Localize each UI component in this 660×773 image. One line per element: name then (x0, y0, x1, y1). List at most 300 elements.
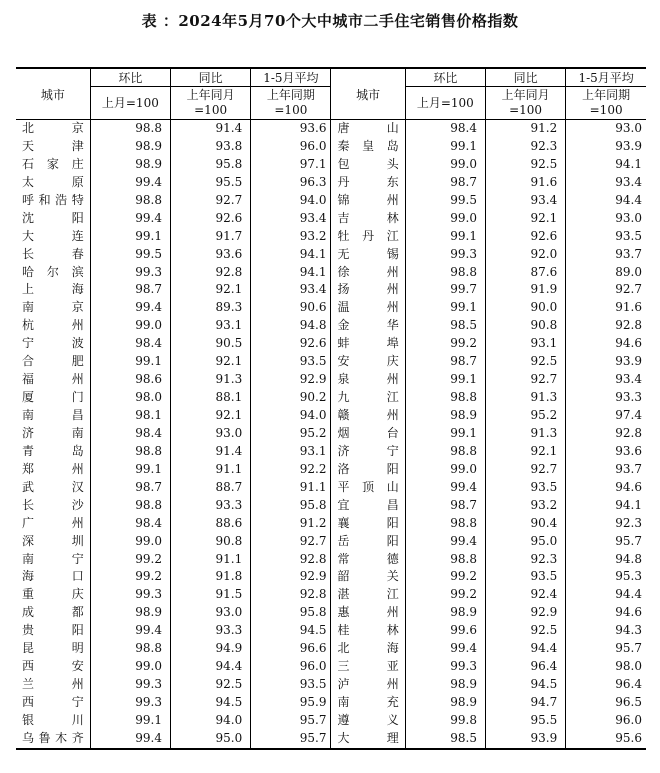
city-name-left: 昆明 (22, 641, 84, 656)
table-row (16, 192, 646, 210)
yoy-value-left: 93.0 (170, 604, 250, 622)
city-name-right: 韶关 (331, 568, 405, 586)
yoy-value-left: 88.6 (170, 515, 250, 533)
avg-value-left: 96.0 (251, 658, 331, 676)
city-name-right: 丹东 (331, 174, 405, 192)
yoy-value-right: 92.5 (485, 156, 565, 174)
avg-value-left: 95.8 (251, 497, 331, 515)
mom-value-left: 99.4 (90, 622, 170, 640)
avg-sub-line1: 上年同期 (266, 88, 315, 102)
city-name-left: 长春 (22, 246, 84, 261)
yoy-value-right: 92.7 (485, 461, 565, 479)
city-name-right: 南充 (331, 694, 405, 712)
yoy-value-right: 92.5 (485, 622, 565, 640)
yoy-value-left: 91.4 (170, 120, 250, 138)
table-row (16, 299, 646, 317)
yoy-value-left: 90.5 (170, 335, 250, 353)
city-name-left: 郑州 (22, 461, 84, 476)
yoy-value-left: 92.7 (170, 192, 250, 210)
city-name-right: 吉林 (331, 210, 405, 228)
yoy-value-right: 96.4 (485, 658, 565, 676)
table-row (16, 568, 646, 586)
yoy-value-right: 94.5 (485, 676, 565, 694)
avg-value-left: 95.9 (251, 694, 331, 712)
mom-value-left: 99.4 (90, 730, 170, 749)
city-name-left: 长沙 (22, 497, 84, 512)
table-row (16, 264, 646, 282)
avg-value-left: 93.4 (251, 210, 331, 228)
yoy-sub-right (485, 87, 565, 120)
mom-value-left: 98.8 (90, 443, 170, 461)
mom-value-left: 99.0 (90, 658, 170, 676)
yoy-value-left: 91.3 (170, 371, 250, 389)
mom-value-left: 99.1 (90, 353, 170, 371)
yoy-header-right: 同比 (485, 68, 565, 87)
yoy-value-right: 93.5 (485, 568, 565, 586)
page-title: 表 ：2024年5月70个大中城市二手住宅销售价格指数 (141, 12, 519, 30)
yoy-value-right: 93.9 (485, 730, 565, 749)
mom-value-right: 98.9 (405, 604, 485, 622)
city-name-left: 银川 (22, 712, 84, 727)
avg-sub-line1: 上年同期 (582, 88, 631, 102)
city-name-right: 烟台 (331, 425, 405, 443)
avg-value-right: 94.4 (566, 192, 646, 210)
avg-value-left: 94.1 (251, 246, 331, 264)
avg-value-right: 93.0 (566, 120, 646, 138)
city-name-left: 福州 (22, 372, 84, 387)
avg-value-left: 97.1 (251, 156, 331, 174)
mom-value-left: 99.4 (90, 210, 170, 228)
avg-value-right: 95.6 (566, 730, 646, 749)
yoy-value-left: 94.0 (170, 712, 250, 730)
mom-value-right: 98.9 (405, 407, 485, 425)
yoy-value-left: 91.1 (170, 461, 250, 479)
yoy-value-left: 92.1 (170, 281, 250, 299)
avg-value-left: 92.9 (251, 371, 331, 389)
yoy-value-right: 91.6 (485, 174, 565, 192)
yoy-value-left: 92.8 (170, 264, 250, 282)
city-header-left: 城市 (16, 68, 90, 120)
mom-value-right: 99.6 (405, 622, 485, 640)
avg-value-right: 92.7 (566, 281, 646, 299)
avg-value-left: 92.8 (251, 586, 331, 604)
yoy-value-right: 95.5 (485, 712, 565, 730)
mom-value-right: 98.5 (405, 317, 485, 335)
city-name-left: 乌鲁木齐 (16, 730, 90, 749)
avg-value-right: 96.5 (566, 694, 646, 712)
city-name-left: 太原 (22, 174, 84, 189)
mom-value-right: 98.9 (405, 676, 485, 694)
city-name-left: 济南 (22, 425, 84, 440)
city-name-right: 岳阳 (331, 533, 405, 551)
avg-value-right: 94.6 (566, 604, 646, 622)
table-row (16, 604, 646, 622)
city-name-right: 牡丹江 (331, 228, 405, 246)
mom-value-right: 98.8 (405, 443, 485, 461)
yoy-value-right: 92.9 (485, 604, 565, 622)
mom-value-left: 98.7 (90, 479, 170, 497)
table-row (16, 586, 646, 604)
yoy-value-left: 92.1 (170, 407, 250, 425)
mom-value-right: 98.9 (405, 694, 485, 712)
yoy-value-left: 92.6 (170, 210, 250, 228)
avg-value-left: 93.1 (251, 443, 331, 461)
avg-value-left: 93.5 (251, 676, 331, 694)
avg-value-left: 95.7 (251, 712, 331, 730)
mom-value-left: 98.4 (90, 425, 170, 443)
table-row (16, 246, 646, 264)
avg-value-right: 89.0 (566, 264, 646, 282)
avg-value-left: 94.1 (251, 264, 331, 282)
mom-value-right: 99.1 (405, 138, 485, 156)
mom-value-right: 99.5 (405, 192, 485, 210)
avg-value-left: 95.2 (251, 425, 331, 443)
mom-value-right: 98.5 (405, 730, 485, 749)
table-row (16, 407, 646, 425)
yoy-value-right: 92.5 (485, 353, 565, 371)
mom-value-left: 98.8 (90, 192, 170, 210)
avg-value-left: 92.6 (251, 335, 331, 353)
city-name-left: 杭州 (22, 318, 84, 333)
avg-value-right: 92.3 (566, 515, 646, 533)
table-row (16, 443, 646, 461)
yoy-value-left: 91.4 (170, 443, 250, 461)
avg-value-left: 95.7 (251, 730, 331, 749)
mom-sub-left: 上月=100 (90, 87, 170, 120)
yoy-value-left: 94.5 (170, 694, 250, 712)
avg-value-right: 94.8 (566, 551, 646, 569)
table-row (16, 515, 646, 533)
city-name-right: 锦州 (331, 192, 405, 210)
table-row (16, 317, 646, 335)
mom-value-left: 99.3 (90, 586, 170, 604)
avg-value-left: 95.8 (251, 604, 331, 622)
yoy-value-right: 95.2 (485, 407, 565, 425)
yoy-value-left: 92.5 (170, 676, 250, 694)
mom-value-left: 99.4 (90, 174, 170, 192)
yoy-value-left: 91.1 (170, 551, 250, 569)
avg-value-right: 93.5 (566, 228, 646, 246)
yoy-value-left: 89.3 (170, 299, 250, 317)
mom-value-left: 98.1 (90, 407, 170, 425)
mom-value-left: 99.2 (90, 568, 170, 586)
mom-value-left: 99.1 (90, 228, 170, 246)
yoy-value-left: 90.8 (170, 533, 250, 551)
avg-value-right: 95.7 (566, 640, 646, 658)
table-row (16, 461, 646, 479)
yoy-value-left: 93.1 (170, 317, 250, 335)
city-name-left: 重庆 (22, 587, 84, 602)
table-row (16, 479, 646, 497)
yoy-sub-line2: =100 (509, 103, 543, 117)
avg-value-right: 94.6 (566, 479, 646, 497)
mom-value-right: 99.3 (405, 246, 485, 264)
city-name-right: 安庆 (331, 353, 405, 371)
mom-value-right: 99.3 (405, 658, 485, 676)
yoy-value-left: 93.0 (170, 425, 250, 443)
city-name-right: 赣州 (331, 407, 405, 425)
avg-sub-line2: =100 (274, 103, 308, 117)
avg-value-left: 94.0 (251, 192, 331, 210)
avg-value-left: 90.2 (251, 389, 331, 407)
avg-value-left: 92.9 (251, 568, 331, 586)
price-index-table (16, 67, 646, 750)
avg-value-right: 93.3 (566, 389, 646, 407)
mom-value-right: 99.4 (405, 640, 485, 658)
yoy-header-left: 同比 (170, 68, 250, 87)
table-row (16, 228, 646, 246)
city-name-left: 呼和浩特 (22, 192, 84, 207)
table-row (16, 389, 646, 407)
yoy-value-right: 91.3 (485, 389, 565, 407)
city-name-left: 武汉 (22, 479, 84, 494)
table-row (16, 371, 646, 389)
avg-value-right: 97.4 (566, 407, 646, 425)
city-name-right: 蚌埠 (331, 335, 405, 353)
yoy-value-right: 91.9 (485, 281, 565, 299)
yoy-value-right: 92.1 (485, 210, 565, 228)
yoy-value-right: 92.6 (485, 228, 565, 246)
table-row (16, 281, 646, 299)
city-name-right: 泉州 (331, 371, 405, 389)
city-name-left: 北京 (22, 121, 84, 135)
mom-value-right: 99.1 (405, 371, 485, 389)
city-name-left: 宁波 (22, 336, 84, 351)
city-name-left: 贵阳 (22, 623, 84, 638)
avg-value-right: 93.7 (566, 246, 646, 264)
table-row (16, 497, 646, 515)
avg-value-right: 92.8 (566, 425, 646, 443)
mom-value-right: 98.4 (405, 120, 485, 138)
city-name-left: 沈阳 (22, 210, 84, 225)
yoy-value-right: 94.4 (485, 640, 565, 658)
table-row (16, 622, 646, 640)
city-name-right: 九江 (331, 389, 405, 407)
city-name-right: 泸州 (331, 676, 405, 694)
avg-header-right: 1-5月平均 (566, 68, 646, 87)
avg-value-left: 92.2 (251, 461, 331, 479)
mom-value-right: 99.1 (405, 299, 485, 317)
mom-value-right: 99.0 (405, 210, 485, 228)
city-name-right: 温州 (331, 299, 405, 317)
table-row (16, 156, 646, 174)
avg-value-right: 92.8 (566, 317, 646, 335)
avg-value-left: 93.5 (251, 353, 331, 371)
city-name-right: 唐山 (331, 120, 405, 138)
mom-value-left: 98.0 (90, 389, 170, 407)
table-row (16, 640, 646, 658)
city-name-right: 襄阳 (331, 515, 405, 533)
city-name-left: 上海 (22, 282, 84, 297)
mom-value-left: 98.4 (90, 335, 170, 353)
table-row (16, 210, 646, 228)
table-body (16, 120, 646, 749)
mom-value-left: 99.3 (90, 694, 170, 712)
mom-value-left: 99.3 (90, 676, 170, 694)
city-name-left: 南宁 (22, 551, 84, 566)
yoy-value-right: 92.3 (485, 551, 565, 569)
avg-sub-line2: =100 (589, 103, 623, 117)
yoy-value-left: 95.5 (170, 174, 250, 192)
table-row (16, 335, 646, 353)
table-row (16, 120, 646, 138)
yoy-value-right: 90.8 (485, 317, 565, 335)
city-name-right: 桂林 (331, 622, 405, 640)
avg-value-left: 93.6 (251, 120, 331, 138)
avg-value-right: 91.6 (566, 299, 646, 317)
avg-value-left: 93.4 (251, 281, 331, 299)
mom-value-left: 98.8 (90, 120, 170, 138)
mom-header-left: 环比 (90, 68, 170, 87)
mom-value-right: 98.7 (405, 174, 485, 192)
mom-value-left: 98.9 (90, 138, 170, 156)
yoy-value-right: 91.3 (485, 425, 565, 443)
yoy-value-right: 92.0 (485, 246, 565, 264)
yoy-value-left: 93.6 (170, 246, 250, 264)
yoy-value-left: 95.8 (170, 156, 250, 174)
city-name-right: 北海 (331, 640, 405, 658)
city-name-left: 深圳 (22, 533, 84, 548)
yoy-value-left: 91.7 (170, 228, 250, 246)
city-name-right: 扬州 (331, 281, 405, 299)
city-name-right: 惠州 (331, 604, 405, 622)
mom-value-right: 99.0 (405, 461, 485, 479)
mom-value-left: 98.6 (90, 371, 170, 389)
city-name-left: 海口 (22, 569, 84, 584)
avg-value-right: 93.9 (566, 353, 646, 371)
avg-value-right: 93.6 (566, 443, 646, 461)
yoy-value-right: 92.3 (485, 138, 565, 156)
mom-value-left: 99.5 (90, 246, 170, 264)
mom-value-left: 99.2 (90, 551, 170, 569)
yoy-value-right: 90.0 (485, 299, 565, 317)
avg-value-left: 92.8 (251, 551, 331, 569)
avg-sub-right (566, 87, 646, 120)
city-name-right: 平顶山 (331, 479, 405, 497)
yoy-value-left: 93.3 (170, 622, 250, 640)
avg-value-right: 93.9 (566, 138, 646, 156)
city-name-right: 遵义 (331, 712, 405, 730)
mom-value-left: 99.3 (90, 264, 170, 282)
city-name-left: 南京 (22, 300, 84, 315)
city-name-left: 青岛 (22, 443, 84, 458)
yoy-value-right: 94.7 (485, 694, 565, 712)
city-name-right: 无锡 (331, 246, 405, 264)
mom-value-right: 98.7 (405, 497, 485, 515)
avg-value-right: 93.4 (566, 371, 646, 389)
yoy-value-right: 93.5 (485, 479, 565, 497)
table-row (16, 174, 646, 192)
table-row (16, 730, 646, 749)
yoy-value-right: 91.2 (485, 120, 565, 138)
city-name-right: 大理 (331, 730, 405, 749)
city-name-right: 济宁 (331, 443, 405, 461)
city-name-right: 宜昌 (331, 497, 405, 515)
city-name-left: 西安 (22, 659, 84, 674)
mom-value-left: 98.7 (90, 281, 170, 299)
mom-value-left: 98.4 (90, 515, 170, 533)
avg-value-right: 96.4 (566, 676, 646, 694)
city-name-left: 广州 (22, 515, 84, 530)
mom-value-left: 99.4 (90, 299, 170, 317)
mom-value-right: 99.4 (405, 479, 485, 497)
yoy-sub-line2: =100 (194, 103, 228, 117)
avg-value-left: 96.3 (251, 174, 331, 192)
avg-value-left: 94.0 (251, 407, 331, 425)
table-row (16, 425, 646, 443)
avg-value-left: 94.5 (251, 622, 331, 640)
mom-value-right: 99.0 (405, 156, 485, 174)
city-name-right: 徐州 (331, 264, 405, 282)
avg-value-right: 95.7 (566, 533, 646, 551)
avg-sub-left (251, 87, 331, 120)
avg-value-left: 92.7 (251, 533, 331, 551)
avg-value-right: 94.3 (566, 622, 646, 640)
yoy-sub-left (170, 87, 250, 120)
table-row (16, 676, 646, 694)
yoy-value-right: 93.1 (485, 335, 565, 353)
avg-value-right: 98.0 (566, 658, 646, 676)
yoy-value-left: 94.4 (170, 658, 250, 676)
yoy-value-right: 92.1 (485, 443, 565, 461)
yoy-sub-line1: 上年同月 (501, 88, 550, 102)
mom-value-left: 99.0 (90, 533, 170, 551)
yoy-value-left: 93.3 (170, 497, 250, 515)
yoy-value-left: 93.8 (170, 138, 250, 156)
city-name-right: 三亚 (331, 658, 405, 676)
mom-value-right: 98.8 (405, 515, 485, 533)
yoy-value-right: 87.6 (485, 264, 565, 282)
mom-value-left: 98.9 (90, 604, 170, 622)
table-row (16, 712, 646, 730)
table-row (16, 138, 646, 156)
mom-value-left: 98.8 (90, 497, 170, 515)
mom-value-right: 99.2 (405, 335, 485, 353)
city-name-right: 常德 (331, 551, 405, 569)
mom-value-left: 99.1 (90, 461, 170, 479)
city-name-right: 洛阳 (331, 461, 405, 479)
mom-value-right: 98.8 (405, 551, 485, 569)
city-name-right: 金华 (331, 317, 405, 335)
avg-value-right: 94.6 (566, 335, 646, 353)
mom-value-left: 99.1 (90, 712, 170, 730)
table-row (16, 551, 646, 569)
city-name-left: 合肥 (22, 354, 84, 369)
mom-value-right: 98.8 (405, 389, 485, 407)
yoy-value-left: 88.1 (170, 389, 250, 407)
yoy-value-left: 91.8 (170, 568, 250, 586)
mom-value-right: 99.7 (405, 281, 485, 299)
yoy-value-left: 88.7 (170, 479, 250, 497)
avg-value-right: 95.3 (566, 568, 646, 586)
avg-value-right: 93.7 (566, 461, 646, 479)
yoy-value-right: 95.0 (485, 533, 565, 551)
mom-header-right: 环比 (405, 68, 485, 87)
city-name-left: 石家庄 (22, 156, 84, 171)
mom-value-right: 99.2 (405, 568, 485, 586)
mom-value-right: 98.8 (405, 264, 485, 282)
mom-value-right: 99.1 (405, 425, 485, 443)
table-row (16, 533, 646, 551)
mom-value-right: 99.8 (405, 712, 485, 730)
avg-value-right: 94.4 (566, 586, 646, 604)
city-name-left: 天津 (22, 138, 84, 153)
yoy-value-right: 93.2 (485, 497, 565, 515)
city-name-left: 哈尔滨 (22, 264, 84, 279)
mom-sub-right: 上月=100 (405, 87, 485, 120)
city-name-right: 湛江 (331, 586, 405, 604)
avg-value-right: 94.1 (566, 497, 646, 515)
